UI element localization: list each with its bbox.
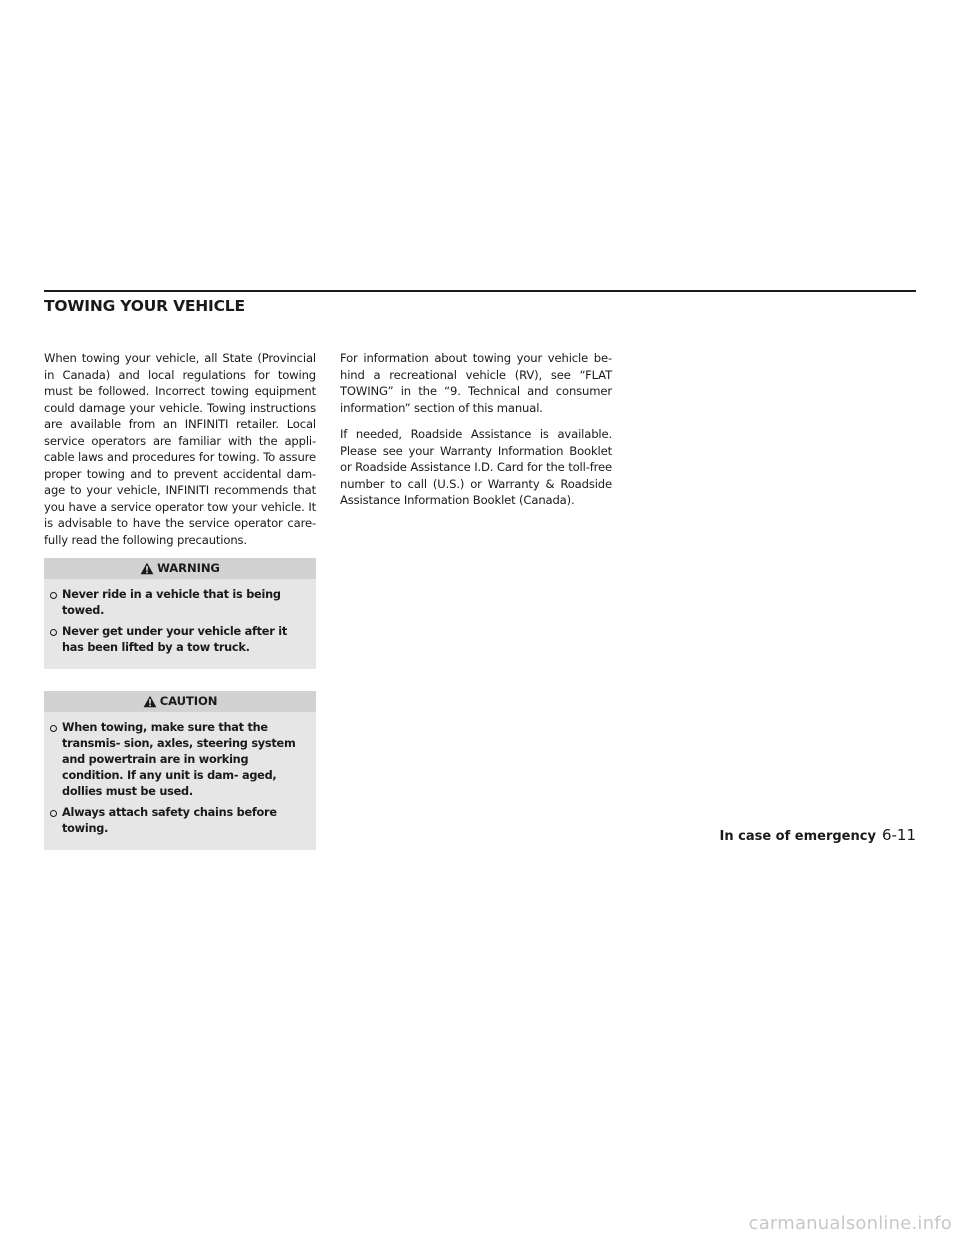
caution-header [44, 691, 316, 712]
section-rule [44, 290, 916, 292]
roadside-assistance-paragraph: If needed, Roadside Assistance is available. Please see your Warranty Information Booklet or Roadside Assistance I.D. Card for the toll-free number to call (U.S.) or Warranty & Roadside Assistance Information Booklet (Canada). [340, 427, 612, 507]
caution-item [50, 720, 310, 800]
warning-item [50, 587, 310, 619]
warning-list [44, 579, 316, 656]
caution-list [44, 712, 316, 837]
ring-bullet-icon [50, 587, 62, 603]
caution-item-text: When towing, make sure that the transmis- sion, axles, steering system and powertrain are in working condition. If any unit is dam- aged, dollies must be used. [62, 721, 296, 798]
warning-item-text: Never ride in a vehicle that is being towed. [62, 588, 281, 617]
rv-towing-paragraph: For information about towing your vehicle be- hind a recreational vehicle (RV), see “FLAT TOWING” in the “9. Technical and consumer information” section of this manual. [340, 351, 612, 415]
ring-bullet-icon [50, 720, 62, 736]
warning-header [44, 558, 316, 579]
watermark: carmanualsonline.info [748, 1213, 952, 1234]
ring-bullet-icon [50, 624, 62, 640]
page-footer [720, 826, 917, 844]
warning-triangle-icon [140, 562, 154, 575]
warning-box [44, 558, 316, 669]
warning-item [50, 624, 310, 656]
intro-paragraph: When towing your vehicle, all State (Provincial in Canada) and local regulations for towing must be followed. Incorrect towing equipment could damage your vehicle. Towing instructions are available from an INFINITI retailer. Local service operators are familiar with the appli- cable laws and procedures for towing. To assure proper towing and to prevent accidental dam- age to your vehicle, INFINITI recommends that you have a service operator tow your vehicle. It is advisable to have the service operator care- fully read the following precautions. [44, 351, 316, 547]
warning-triangle-icon [143, 695, 157, 708]
caution-box [44, 691, 316, 850]
warning-heading: WARNING [157, 561, 220, 576]
caution-item-text: Always attach safety chains before towing. [62, 806, 277, 835]
ring-bullet-icon [50, 805, 62, 821]
left-column [44, 350, 316, 850]
footer-page-number: 6-11 [881, 826, 916, 844]
footer-chapter-title: In case of emergency [719, 829, 876, 844]
right-column [340, 350, 612, 519]
section-title: TOWING YOUR VEHICLE [44, 297, 245, 315]
caution-heading: CAUTION [159, 694, 218, 709]
warning-item-text: Never get under your vehicle after it has been lifted by a tow truck. [62, 625, 287, 654]
caution-item [50, 805, 310, 837]
